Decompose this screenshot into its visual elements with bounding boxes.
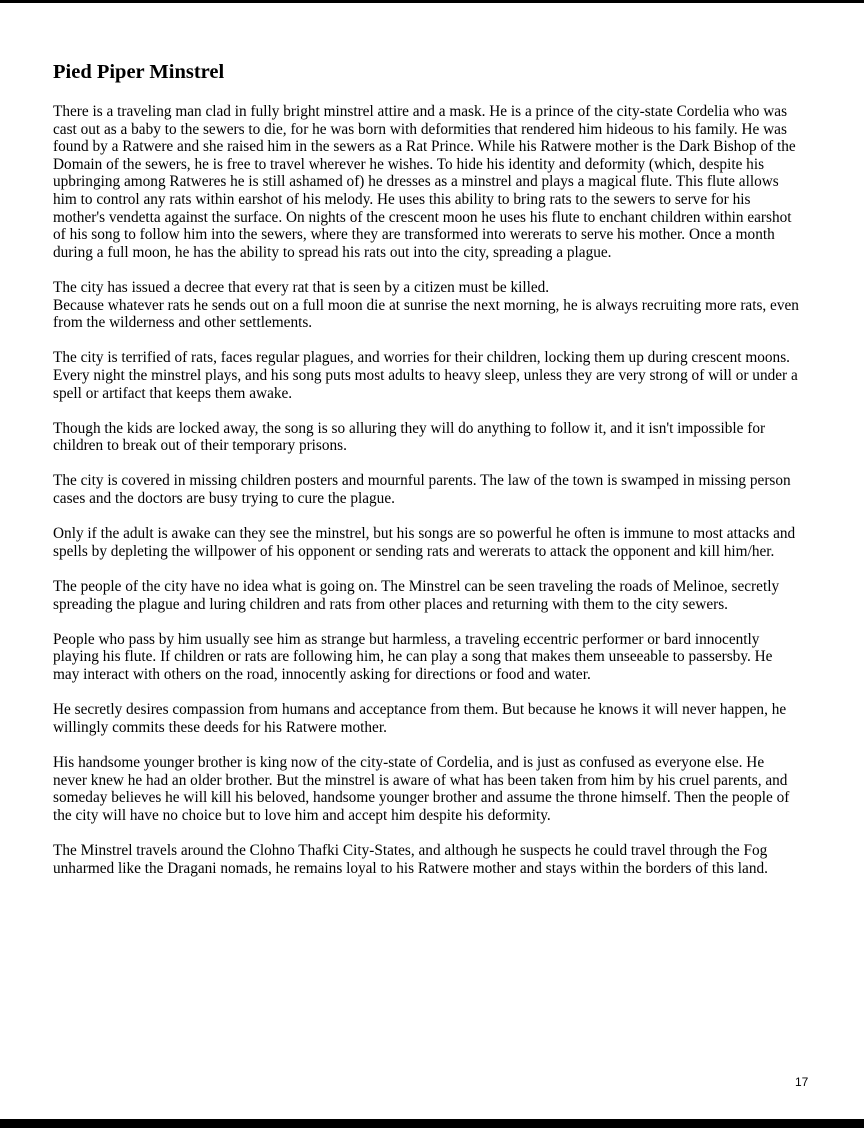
body-text xyxy=(53,103,799,877)
paragraph: Only if the adult is awake can they see the minstrel, but his songs are so powerful he often is immune to most attacks and spells by depleting the willpower of his opponent or sending rats and wererats to attack the opponent and kill him/her. xyxy=(53,525,796,560)
paragraph: His handsome younger brother is king now of the city-state of Cordelia, and is just as confused as everyone else. He never knew he had an older brother. But the minstrel is aware of what has been taken from him by his cruel parents, and someday believes he will kill his beloved, handsome younger brother and assume the throne himself. Then the people of the city will have no choice but to love him and accept him despite his deformity. xyxy=(53,753,790,824)
paragraph: The city is covered in missing children posters and mournful parents. The law of the town is swamped in missing person cases and the doctors are busy trying to cure the plague. xyxy=(53,472,791,508)
paragraph: The people of the city have no idea what is going on. The Minstrel can be seen traveling the roads of Melinoe, secretly spreading the plague and luring children and rats from other places and returning with them to the city sewers. xyxy=(53,578,780,613)
page-title: Pied Piper Minstrel xyxy=(53,61,225,83)
paragraph: Because whatever rats he sends out on a full moon die at sunrise the next morning, he is always recruiting more rats, even from the wilderness and other settlements. xyxy=(53,296,799,332)
paragraph: The Minstrel travels around the Clohno Thafki City-States, and although he suspects he could travel through the Fog unharmed like the Dragani nomads, he remains loyal to his Ratwere mother and stays within the borders of this land. xyxy=(53,841,768,877)
bottom-edge-bar xyxy=(0,1119,864,1128)
paragraph: The city is terrified of rats, faces regular plagues, and worries for their children, locking them up during crescent moons. Every night the minstrel plays, and his song puts most adults to heavy sleep, unless they are very strong of will or under a spell or artifact that keeps them awake. xyxy=(53,349,798,402)
document-page xyxy=(0,3,864,1119)
paragraph: People who pass by him usually see him as strange but harmless, a traveling eccentric performer or bard innocently playing his flute. If children or rats are following him, he can play a song that makes them unseeable to passersby. He may interact with others on the road, innocently asking for directions or food and water. xyxy=(53,630,773,683)
paragraph: There is a traveling man clad in fully bright minstrel attire and a mask. He is a prince of the city-state Cordelia who was cast out as a baby to the sewers to die, for he was born with deformities that rendered him hideous to his family. He was found by a Ratwere and she raised him in the sewers as a Rat Prince. While his Ratwere mother is the Dark Bishop of the Domain of the sewers, he is free to travel wherever he wishes. To hide his identity and deformity (which, despite his upbringing among Ratweres he is still ashamed of) he dresses as a minstrel and plays a magical flute. This flute allows him to control any rats within earshot of his melody. He uses this ability to bring rats to the sewers to serve for his mother's vendetta against the surface. On nights of the crescent moon he uses his flute to enchant children within earshot of his song to follow him into the sewers, where they are transformed into wererats to serve his mother. Once a month during a full moon, he has the ability to spread his rats out into the city, spreading a plague. xyxy=(53,103,796,261)
page-number: 17 xyxy=(795,1075,809,1089)
paragraph: The city has issued a decree that every rat that is seen by a citizen must be killed. xyxy=(53,278,550,296)
paragraph: Though the kids are locked away, the song is so alluring they will do anything to follow it, and it isn't impossible for children to break out of their temporary prisons. xyxy=(53,419,766,455)
paragraph: He secretly desires compassion from humans and acceptance from them. But because he knows it will never happen, he willingly commits these deeds for his Ratwere mother. xyxy=(53,701,787,736)
